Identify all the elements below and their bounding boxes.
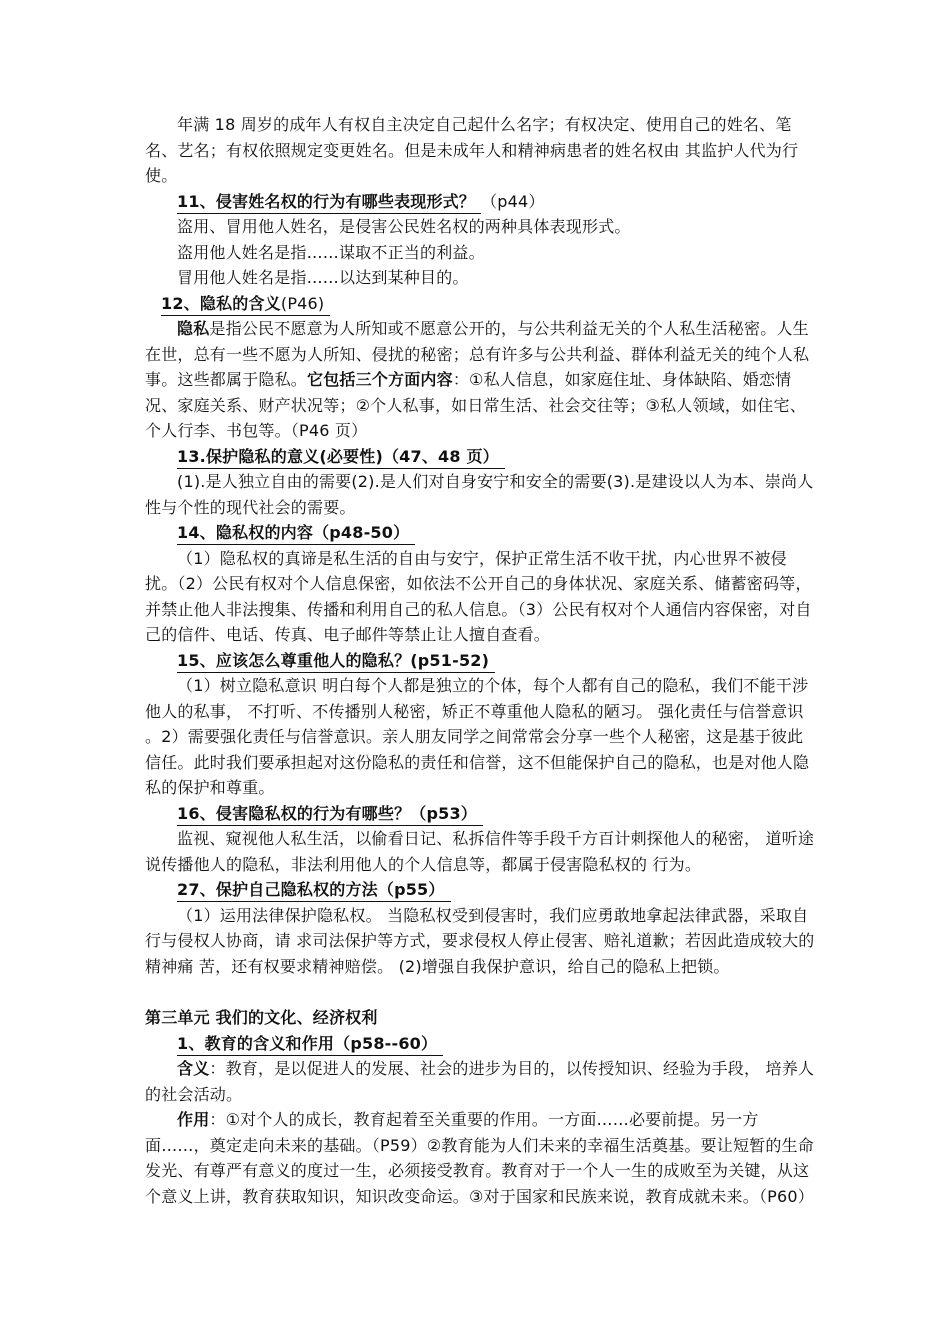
paragraph-name-rights: 年满 18 周岁的成年人有权自主决定自己起什么名字；有权决定、使用自己的姓名、笔名、艺名；有权依照规定变更姓名。但是未成年人和精神病患者的姓名权由 其监护人代为行使。: [145, 115, 799, 185]
term-role: 作用: [177, 1110, 210, 1129]
heading-27: [145, 877, 815, 903]
text-u1-meaning: ：教育，是以促进人的发展、社会的进步为目的，以传授知识、经验为手段， 培养人的社会活动。: [145, 1059, 815, 1104]
paragraph-15: （1）树立隐私意识 明白每个人都是独立的个体，每个人都有自己的隐私，我们不能干涉他人的私事， 不打听、不传播别人秘密，矫正不尊重他人隐私的陋习。 强化责任与信誉意识 。2）需要强化责任与信誉意识。亲人朋友同学之间常常会分享一些个人秘密，这是基于彼此信任。此时我们要承担起对这份隐私的责任和信誉，这不但能保护自己的隐私，也是对他人隐私的保护和尊重。: [145, 676, 810, 797]
term-meaning: 含义: [177, 1059, 210, 1078]
paragraph-13: (1).是人独立自由的需要(2).是人们对自身安宁和安全的需要(3).是建设以人为本、崇尚人性与个性的现代社会的需要。: [145, 472, 814, 517]
text-11-1: 盗用、冒用他人姓名，是侵害公民姓名权的两种具体表现形式。: [177, 217, 631, 236]
unit-3-title: 第三单元 我们的文化、经济权利: [145, 1008, 378, 1027]
heading-12-title: 12、隐私的含义: [161, 293, 281, 313]
paragraph-u1-role: [145, 1107, 815, 1209]
text-11-2: 盗用他人姓名是指……谋取不正当的利益。: [177, 242, 485, 262]
heading-15: [145, 648, 815, 674]
heading-11-ref: （p44）: [481, 191, 545, 211]
term-three-aspects: 它包括三个方面内容: [307, 370, 453, 389]
heading-27-text: 27、保护自己隐私权的方法（p55）: [177, 879, 451, 902]
heading-13-text: 13.保护隐私的意义(必要性)（47、48 页）: [177, 446, 505, 469]
term-privacy: 隐私: [177, 319, 210, 338]
heading-11-text: 11、侵害姓名权的行为有哪些表现形式？: [177, 191, 481, 214]
heading-12-ref: (P46): [280, 293, 325, 313]
paragraph-16: 监视、窥视他人私生活，以偷看日记、私拆信件等手段千方百计刺探他人的秘密， 道听途说传播他人的隐私，非法利用他人的个人信息等，都属于侵害隐私权的 行为。: [145, 829, 815, 874]
heading-16: [145, 801, 815, 827]
heading-11: [145, 189, 815, 215]
heading-12: [145, 291, 815, 317]
heading-14-text: 14、隐私权的内容（p48-50）: [177, 522, 415, 545]
text-12-1: 是指公民不愿意为人所知或不愿意公开的，与公共利益无关的个人私生活秘密。人生在世，总有一些不愿为人所知、侵扰的秘密；总有许多与公共利益、群体利益无关的纯个人私事。这些都属于隐私。: [145, 319, 810, 389]
heading-u1-text: 1、教育的含义和作用（p58--60）: [177, 1033, 443, 1056]
paragraph-14: （1）隐私权的真谛是私生活的自由与安宁，保护正常生活不收干扰，内心世界不被侵扰。（2）公民有权对个人信息保密，如依法不公开自己的身体状况、家庭关系、储蓄密码等，并禁止他人非法搜集、传播和利用自己的私人信息。（3）公民有权对个人通信内容保密，对自己的信件、电话、传真、电子邮件等禁止让人擅自查看。: [145, 548, 812, 644]
text-11-3: 冒用他人姓名是指……以达到某种目的。: [177, 268, 469, 287]
paragraph-12: [145, 316, 815, 444]
text-12-2: ：①私人信息，如家庭住址、身体缺陷、婚恋情况、家庭关系、财产状况等；②个人私事，如日常生活、社会交往等；③私人领域，如住宅、个人行李、书包等。（P46 页）: [145, 370, 806, 440]
heading-14: [145, 520, 815, 546]
document-body: [145, 112, 815, 1209]
section-gap: [145, 979, 815, 991]
paragraph-u1-meaning: [145, 1056, 815, 1107]
heading-12-text: [161, 293, 330, 316]
text-u1-role: ：①对个人的成长，教育起着至关重要的作用。一方面……必要前提。另一方面……，奠定走向未来的基础。（P59）②教育能为人们未来的幸福生活奠基。要让短暂的生命发光、有尊严有意义的度过一生，必须接受教育。教育对于一个人一生的成败至为关键，从这个意义上讲，教育获取知识，知识改变命运。③对于国家和民族来说，教育成就未来。（P60）: [145, 1110, 814, 1206]
heading-u1: [145, 1031, 815, 1057]
heading-15-text: 15、应该怎么尊重他人的隐私？(p51-52): [177, 650, 495, 673]
paragraph-27: （1）运用法律保护隐私权。 当隐私权受到侵害时，我们应勇敢地拿起法律武器，采取自行与侵权人协商，请 求司法保护等方式，要求侵权人停止侵害、赔礼道歉；若因此造成较大的精神痛 苦，还有权要求精神赔偿。 (2)增强自我保护意识，给自己的隐私上把锁。: [145, 905, 815, 976]
heading-16-text: 16、侵害隐私权的行为有哪些？（p53）: [177, 803, 483, 826]
heading-13: [145, 444, 815, 470]
